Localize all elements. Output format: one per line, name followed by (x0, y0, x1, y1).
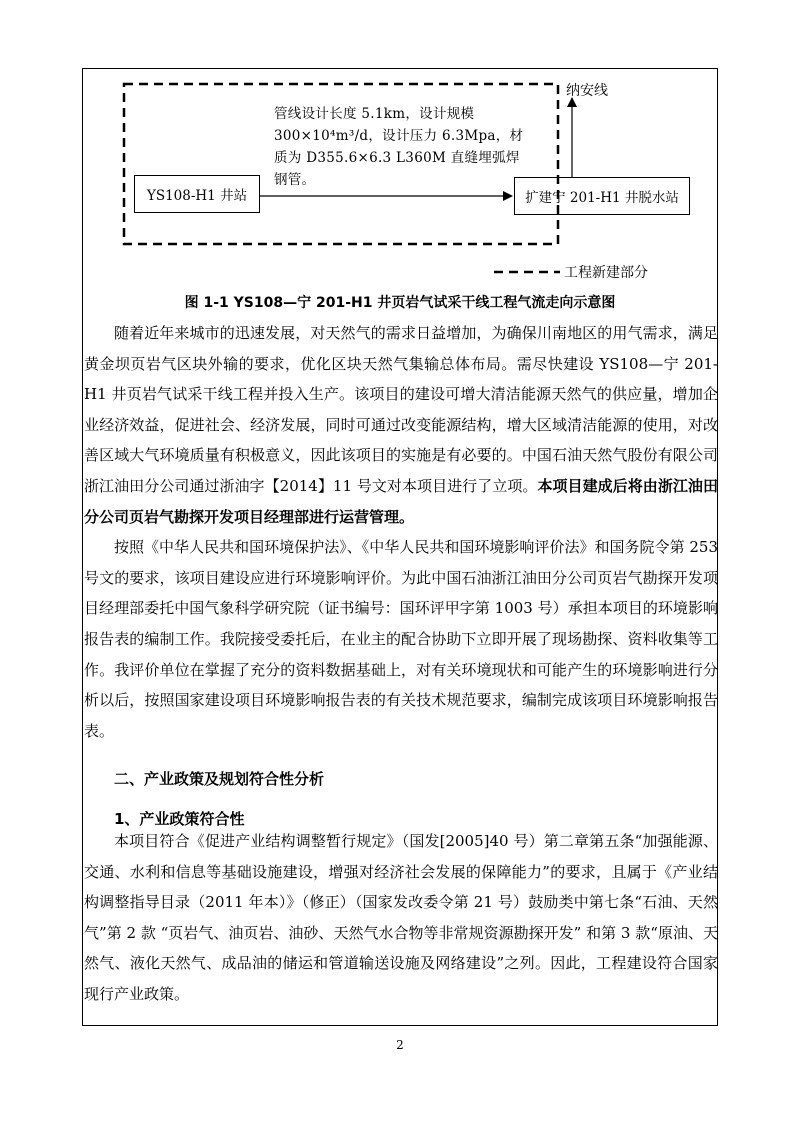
legend-label: 工程新建部分 (564, 265, 648, 281)
page-number: 2 (396, 1038, 404, 1052)
section-heading: 二、产业政策及规划符合性分析 (114, 770, 325, 788)
end-station-box: 扩建宁 201-H1 井脱水站 (514, 177, 690, 215)
pipeline-spec-note: 管线设计长度 5.1km，设计规模300×10⁴m³/d，设计压力 6.3Mpa，材质为 D355.6×6.3 L360M 直缝埋弧焊钢管。 (274, 106, 524, 188)
paragraph-policy: 本项目符合《促进产业结构调整暂行规定》（国发[2005]40 号）第二章第五条“加强能源、交通、水利和信息等基础设施建设，增强对经济社会发展的保障能力”的要求，且属于《产业结构调整指导目录（2011 年本）》（修正）（国家发改委令第 21 号）鼓励类中第七条“石油、天然气”第 2 款 “页岩气、油页岩、油砂、天然气水合物等非常规资源勘探开发” 和第 3 款“原油、天然气、液化天然气、成品油的储运和管道输送设施及网络建设”之列。因此，工程建设符合国家现行产业政策。 (84, 832, 718, 1003)
body-text (84, 318, 718, 746)
paragraph-eia: 按照《中华人民共和国环境保护法》、《中华人民共和国环境影响评价法》和国务院令第 253 号文的要求，该项目建设应进行环境影响评价。为此中国石油浙江油田分公司页岩气勘探开发项目经理部委托中国气象科学研究院（证书编号：国环评甲字第 1003 号）承担本项目的环境影响报告表的编制工作。我院接受委托后，在业主的配合协助下立即开展了现场勘探、资料收集等工作。我评价单位在掌握了充分的资料数据基础上，对有关环境现状和可能产生的环境影响进行分析以后，按照国家建设项目环境影响报告表的有关技术规范要求，编制完成该项目环境影响报告表。 (84, 538, 718, 740)
start-station-box: YS108-H1 井站 (134, 175, 260, 213)
policy-text (84, 826, 718, 1010)
paragraph-background-text: 随着近年来城市的迅速发展，对天然气的需求日益增加，为确保川南地区的用气需求，满足黄金坝页岩气区块外输的要求，优化区块天然气集输总体布局。需尽快建设 YS108—宁 201-H1 井页岩气试采干线工程并投入生产。该项目的建设可增大清洁能源天然气的供应量，增加企业经济效益，促进社会、经济发展，同时可通过改变能源结构，增大区域清洁能源的使用，对改善区域大气环境质量有积极意义，因此该项目的实施是有必要的。中国石油天然气股份有限公司浙江油田分公司通过浙油字【2014】11 号文对本项目进行了立项。 (84, 324, 718, 495)
destination-label: 纳安线 (566, 83, 608, 99)
figure-caption: 图 1-1 YS108—宁 201-H1 井页岩气试采干线工程气流走向示意图 (184, 295, 616, 311)
operation-statement: 本项目建成后将由浙江油田分公司页岩气勘探开发项目经理部进行运营管理。 (84, 476, 718, 526)
paragraph-background (84, 318, 718, 532)
subsection-heading: 1、产业政策符合性 (114, 810, 245, 828)
